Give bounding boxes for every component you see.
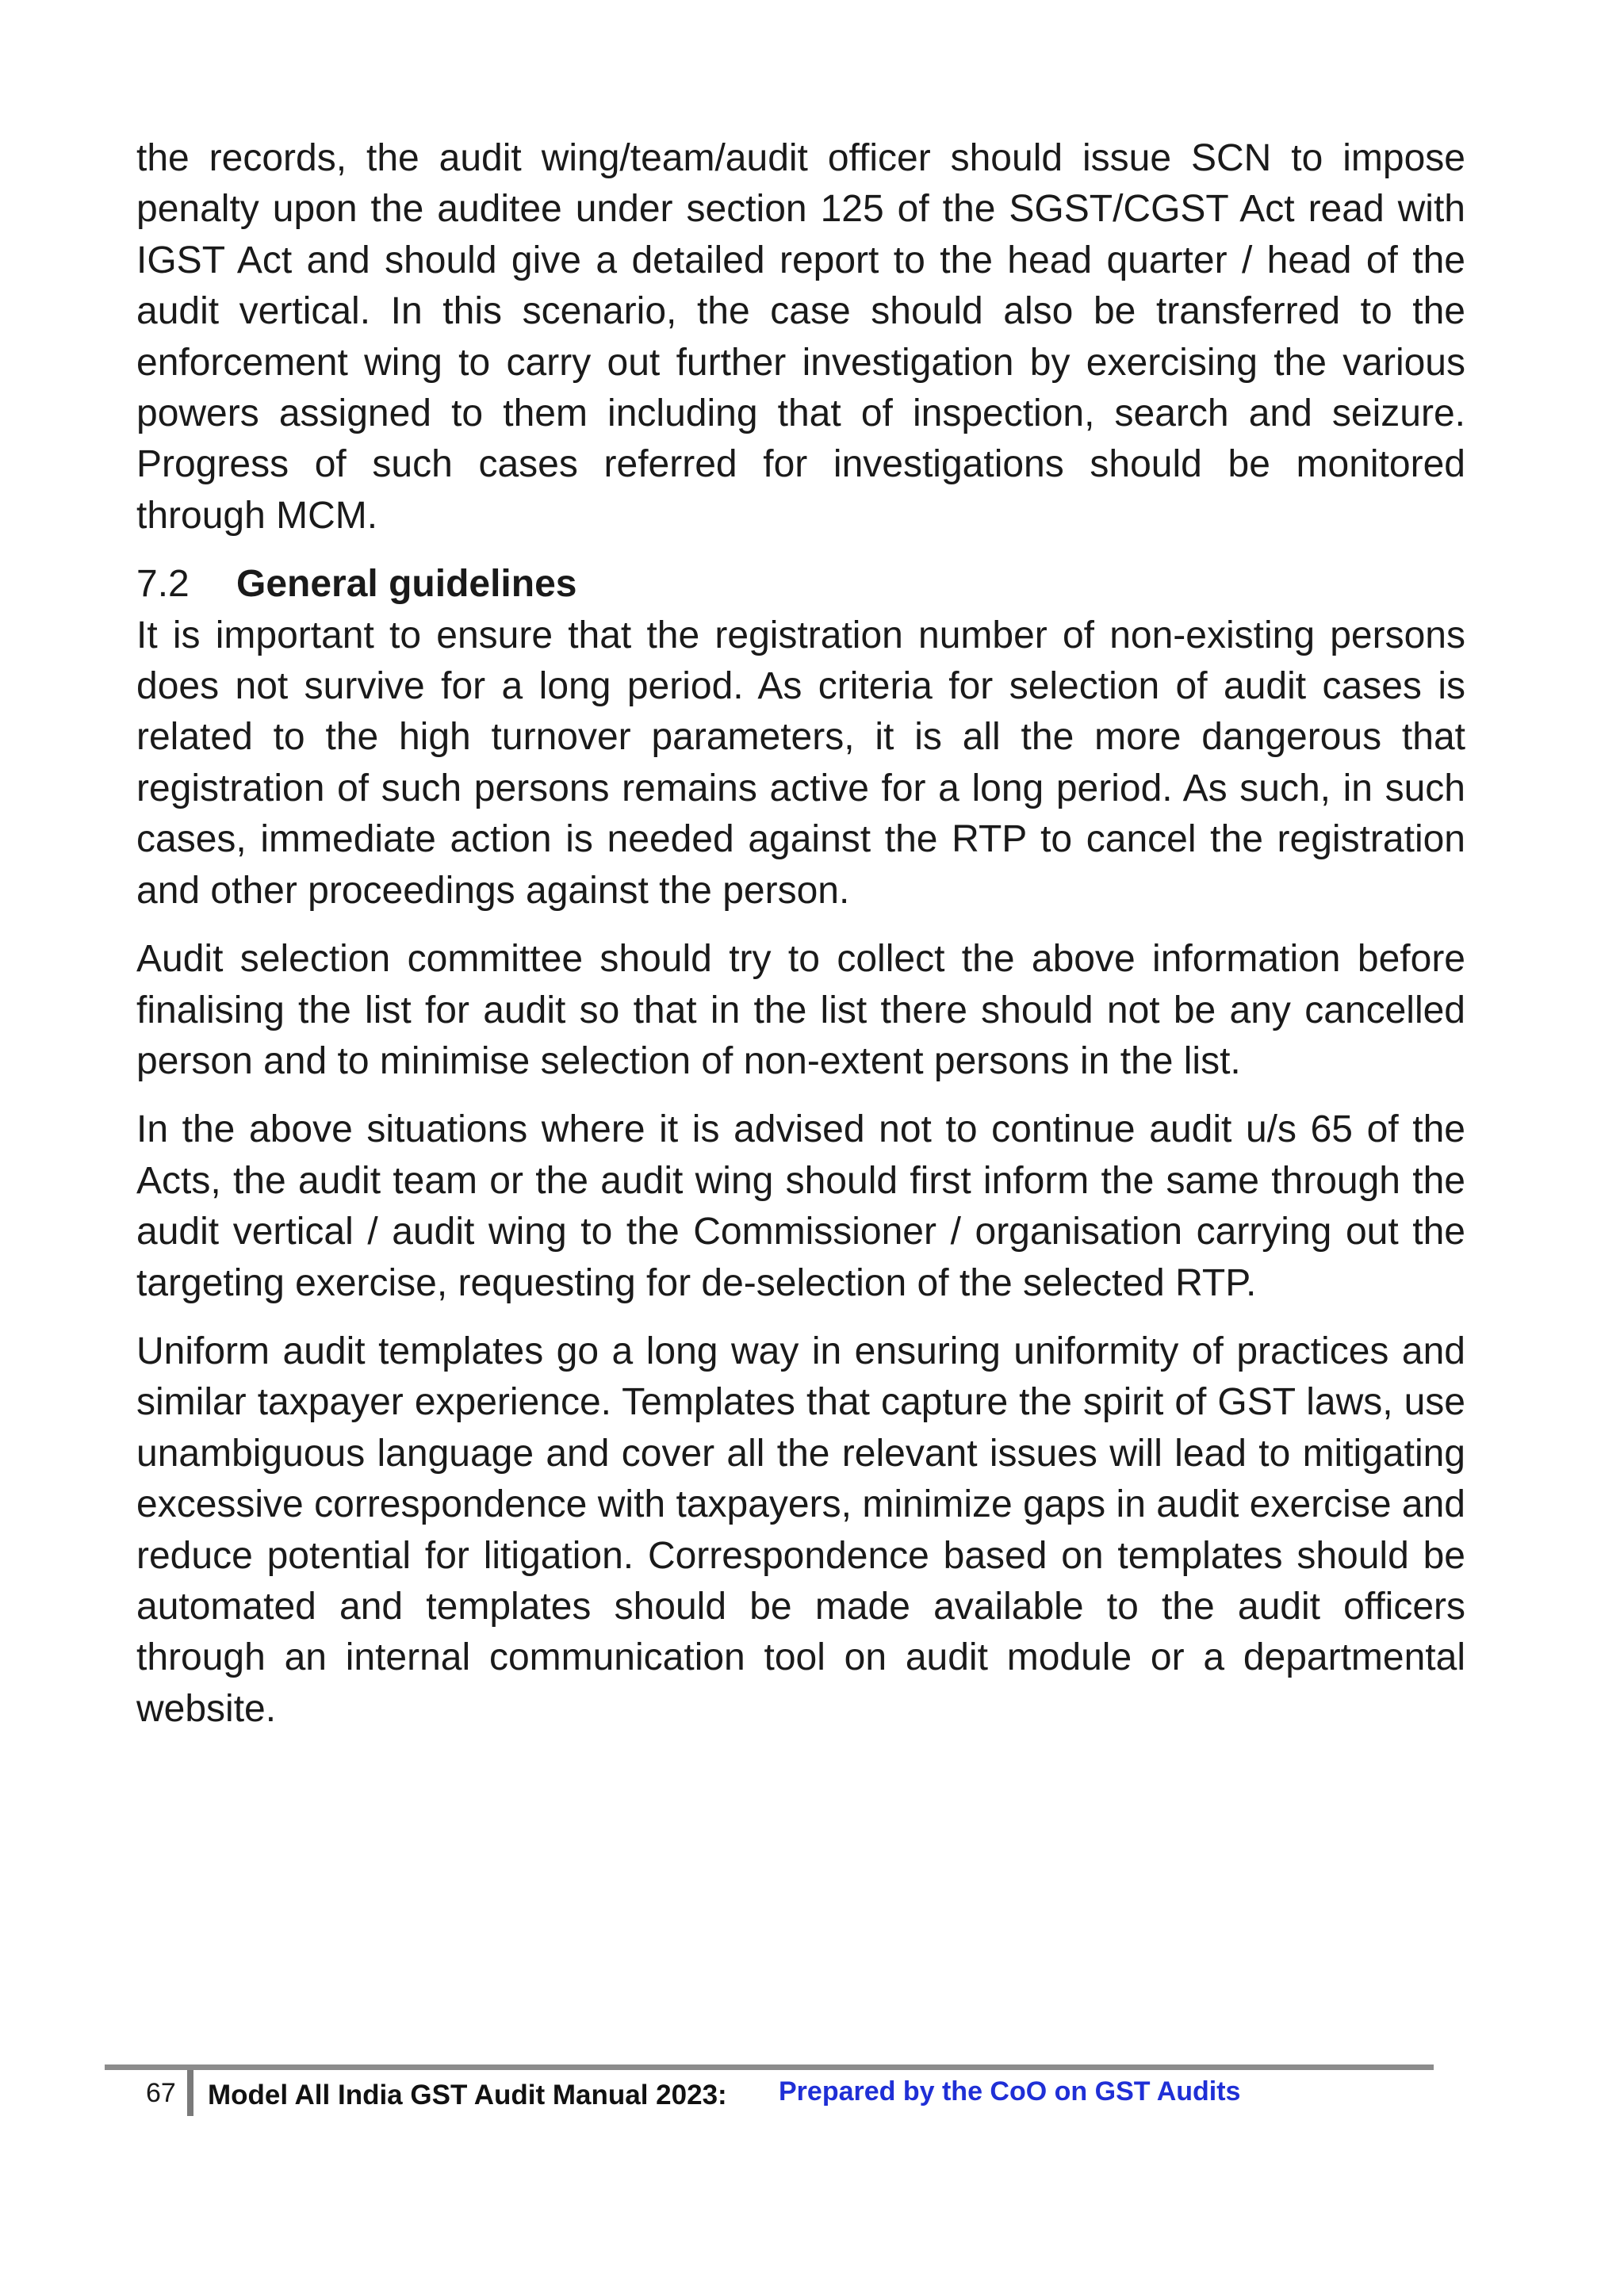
section-heading [136,559,1465,610]
intro-paragraph: the records, the audit wing/team/audit officer should issue SCN to impose penalty upon the auditee under section 125 of the SGST/CGST Act read with IGST Act and should give a detailed report to the head quarter / head of the audit vertical. In this scenario, the case should also be transferred to the enforcement wing to carry out further investigation by exercising the various powers assigned to them including that of inspection, search and seizure. Progress of such cases referred for investigations should be monitored through MCM. [136,137,1465,537]
section-title: General guidelines [236,563,577,606]
manual-title: Model All India GST Audit Manual 2023: [208,2080,727,2110]
page-body [136,133,1465,1735]
paragraph-deselection: In the above situations where it is advised not to continue audit u/s 65 of the Acts, the audit team or the audit wing should first inform the same through the audit vertical / audit wing to the Commissioner / organisation carrying out the targeting exercise, requesting for de-selection of the selected RTP. [136,1108,1465,1304]
paragraph-audit-selection: Audit selection committee should try to collect the above information before finalising the list for audit so that in the list there should not be any cancelled person and to minimise selection of non-extent persons in the list. [136,938,1465,1082]
section-number: 7.2 [136,563,190,606]
footer-separator [187,2070,193,2116]
footer-rule [105,2064,1434,2070]
prepared-by: Prepared by the CoO on GST Audits [779,2076,1241,2107]
paragraph-registration: It is important to ensure that the registration number of non-existing persons does not survive for a long period. As criteria for selection of audit cases is related to the high turnover parameters, it is all the more dangerous that registration of such persons remains active for a long period. As such, in such cases, immediate action is needed against the RTP to cancel the registration and other proceedings against the person. [136,614,1465,912]
paragraph-templates: Uniform audit templates go a long way in ensuring uniformity of practices and similar taxpayer experience. Templates that capture the spirit of GST laws, use unambiguous language and cover all the relevant issues will lead to mitigating excessive correspondence with taxpayers, minimize gaps in audit exercise and reduce potential for litigation. Correspondence based on templates should be automated and templates should be made available to the audit officers through an internal communication tool on audit module or a departmental website. [136,1330,1465,1730]
page-number: 67 [146,2078,176,2108]
page-footer [0,2070,1624,2116]
